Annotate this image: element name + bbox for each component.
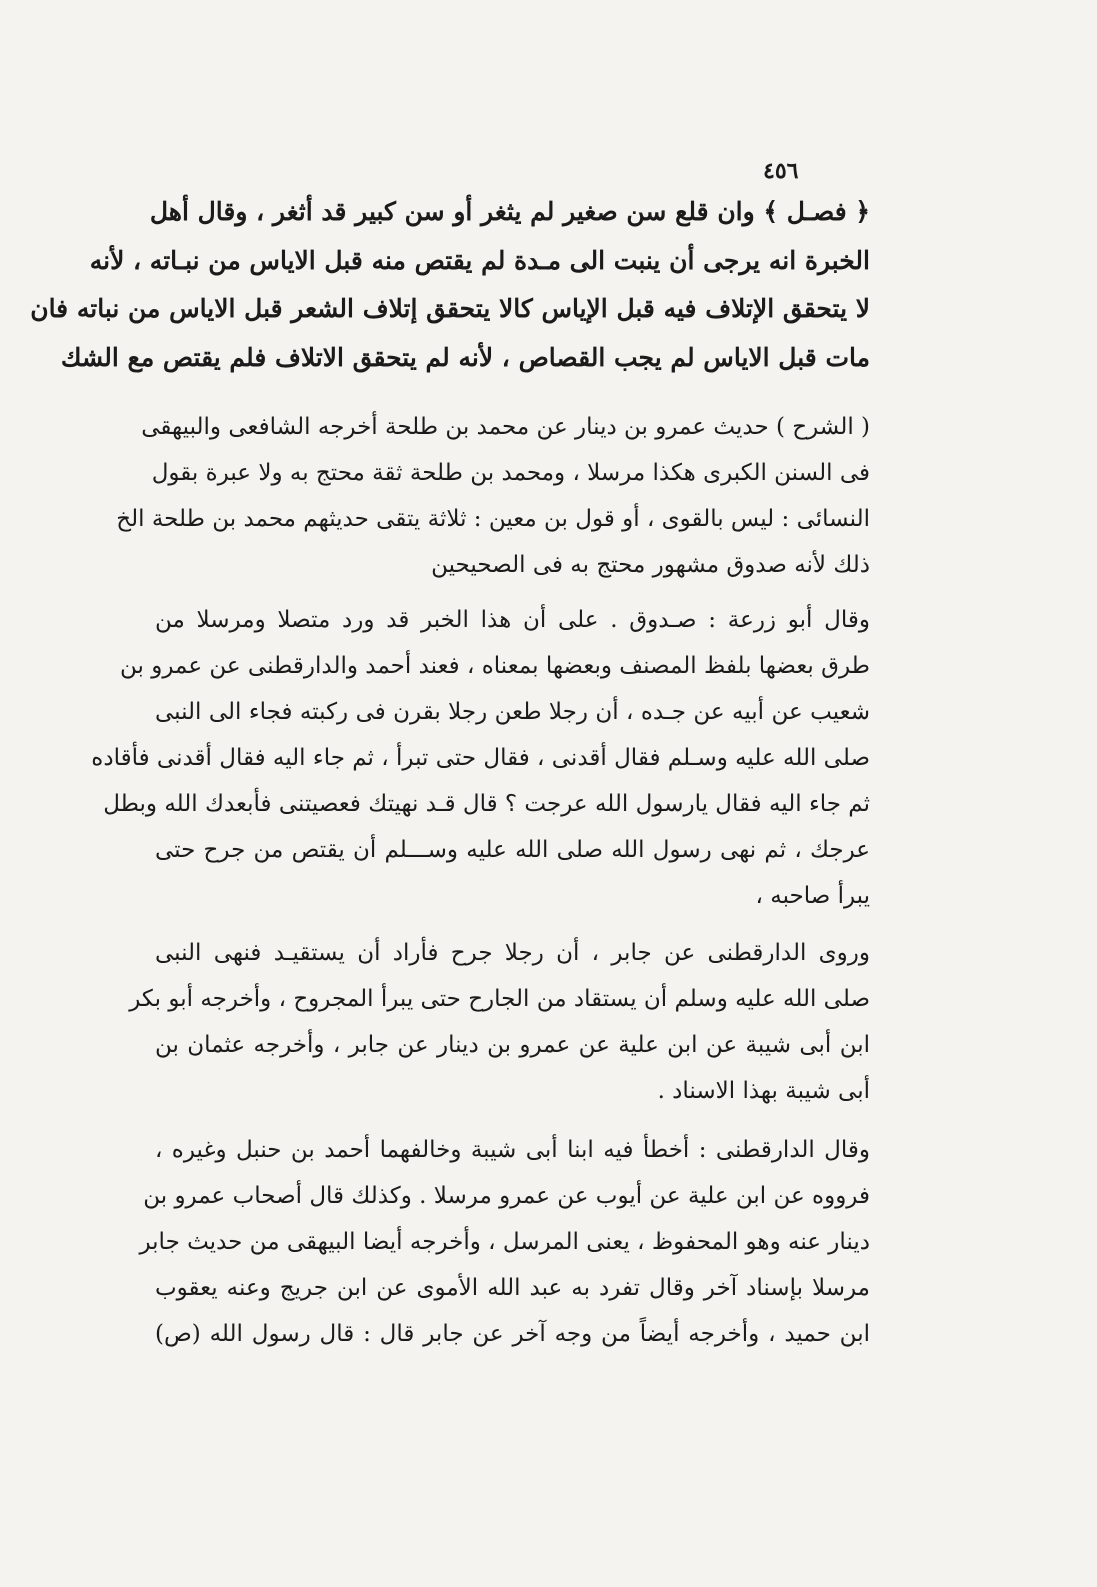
main-text-section (30, 188, 870, 382)
commentary-line: وقال أبو زرعة : صـدوق . على أن هذا الخبر قد ورد متصلا ومرسلا من (155, 607, 870, 633)
main-text-line: لا يتحقق الإتلاف فيه قبل الإياس كالا يتحقق إتلاف الشعر قبل الاياس من نباته فان (30, 294, 870, 323)
commentary-line: صلى الله عليه وسلم أن يستقاد من الجارح حتى يبرأ المجروح ، وأخرجه أبو بكر (129, 986, 870, 1012)
main-text-line: الخبرة انه يرجى أن ينبت الى مـدة لم يقتص منه قبل الاياس من نبـاته ، لأنه (89, 245, 870, 275)
commentary-paragraph (91, 597, 870, 919)
commentary-paragraph (116, 404, 870, 588)
commentary-line: عرجك ، ثم نهى رسول الله صلى الله عليه وســـلم أن يقتص من جرح حتى (155, 837, 870, 863)
main-text-line: ﴿ فصـل ﴾ وان قلع سن صغير لم يثغر أو سن كبير قد أثغر ، وقال أهل (149, 197, 870, 226)
main-text-line: مات قبل الاياس لم يجب القصاص ، لأنه لم يتحقق الاتلاف فلم يقتص مع الشك (60, 342, 870, 372)
commentary-paragraph (129, 930, 870, 1114)
commentary-line: دينار عنه وهو المحفوظ ، يعنى المرسل ، وأخرجه أيضا البيهقى من حديث جابر (139, 1229, 870, 1255)
commentary-line: ثم جاء اليه فقال يارسول الله عرجت ؟ قال قـد نهيتك فعصيتنى فأبعدك الله وبطل (103, 791, 870, 817)
page-number: ٤٥٦ (763, 158, 799, 184)
commentary-line: ( الشرح ) حديث عمرو بن دينار عن محمد بن طلحة أخرجه الشافعى والبيهقى (141, 414, 870, 440)
commentary-line: صلى الله عليه وسـلم فقال أقدنى ، فقال حتى تبرأ ، ثم جاء اليه فقال أقدنى فأقاده (91, 745, 870, 771)
commentary-line: شعيب عن أبيه عن جـده ، أن رجلا طعن رجلا بقرن فى ركبته فجاء الى النبى (155, 699, 870, 725)
commentary-line: ابن حميد ، وأخرجه أيضاً من وجه آخر عن جابر قال : قال رسول الله (ص) (155, 1321, 870, 1347)
commentary-line: ابن أبى شيبة عن ابن علية عن عمرو بن دينار عن جابر ، وأخرجه عثمان بن (155, 1032, 870, 1058)
commentary-line: ذلك لأنه صدوق مشهور محتج به فى الصحيحين (431, 552, 870, 578)
commentary-line: فى السنن الكبرى هكذا مرسلا ، ومحمد بن طلحة ثقة محتج به ولا عبرة بقول (151, 460, 870, 486)
commentary-line: وقال الدارقطنى : أخطأ فيه ابنا أبى شيبة وخالفهما أحمد بن حنبل وغيره ، (155, 1137, 870, 1163)
commentary-line: النسائى : ليس بالقوى ، أو قول بن معين : ثلاثة يتقى حديثهم محمد بن طلحة الخ (116, 506, 870, 532)
commentary-line: أبى شيبة بهذا الاسناد . (657, 1078, 870, 1104)
commentary-line: وروى الدارقطنى عن جابر ، أن رجلا جرح فأراد أن يستقيـد فنهى النبى (155, 940, 870, 966)
commentary-paragraph (139, 1127, 870, 1357)
commentary-line: يبرأ صاحبه ، (755, 883, 870, 909)
commentary-line: مرسلا بإسناد آخر وقال تفرد به عبد الله الأموى عن ابن جريج وعنه يعقوب (155, 1275, 870, 1301)
commentary-line: طرق بعضها بلفظ المصنف وبعضها بمعناه ، فعند أحمد والدارقطنى عن عمرو بن (120, 653, 870, 679)
commentary-line: فرووه عن ابن علية عن أيوب عن عمرو مرسلا . وكذلك قال أصحاب عمرو بن (143, 1183, 870, 1209)
